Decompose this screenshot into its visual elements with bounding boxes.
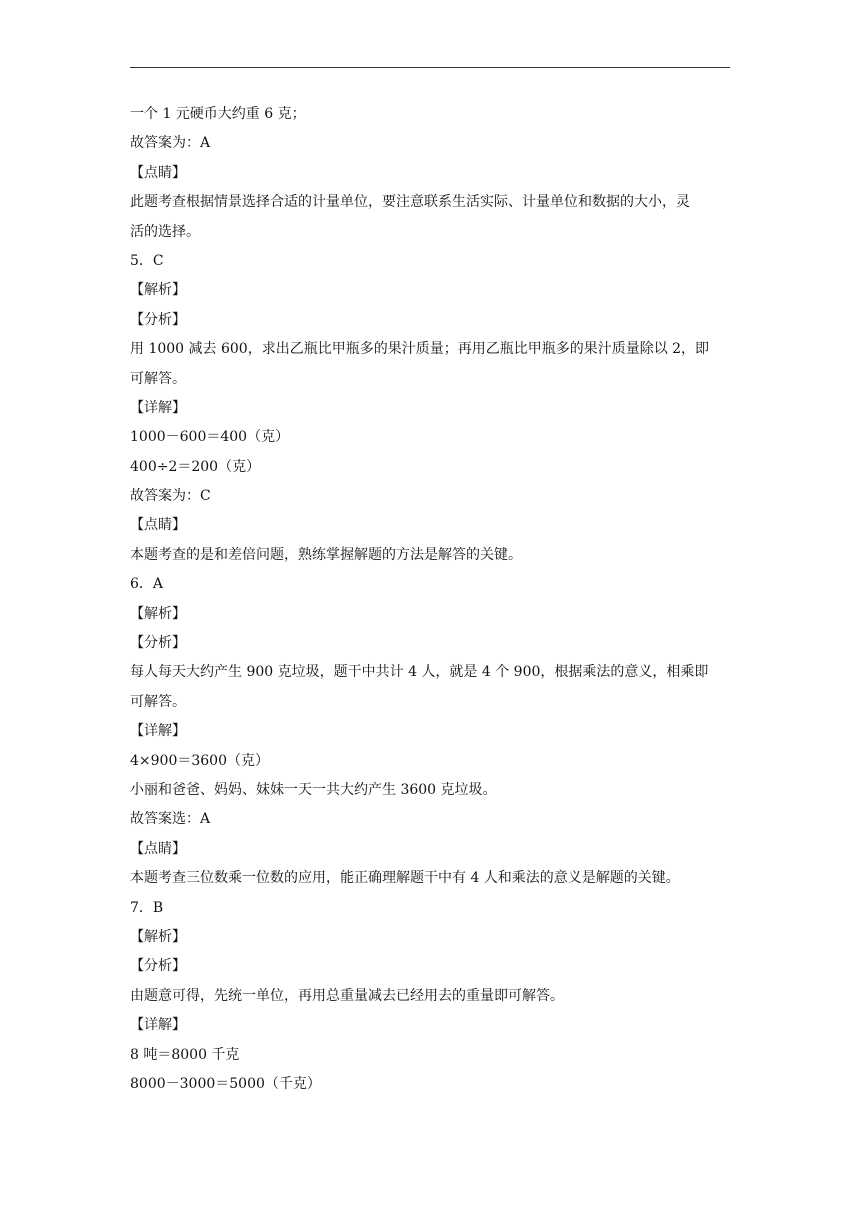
section-heading: 【详解】 bbox=[130, 723, 186, 740]
text-line: 本题考查的是和差倍问题，熟练掌握解题的方法是解答的关键。 bbox=[130, 546, 522, 563]
section-heading: 【详解】 bbox=[130, 399, 186, 416]
equation-line: 8 吨＝8000 千克 bbox=[130, 1046, 240, 1063]
equation-line: 1000－600＝400（克） bbox=[130, 429, 290, 446]
text-line: 活的选择。 bbox=[130, 223, 200, 240]
text-line: 用 1000 减去 600，求出乙瓶比甲瓶多的果汁质量；再用乙瓶比甲瓶多的果汁质量除以 2，即 bbox=[130, 341, 710, 358]
section-heading: 【解析】 bbox=[130, 605, 186, 622]
question-number: 6．A bbox=[130, 576, 164, 593]
text-line: 由题意可得，先统一单位，再用总重量减去已经用去的重量即可解答。 bbox=[130, 987, 564, 1004]
section-heading: 【解析】 bbox=[130, 282, 186, 299]
section-heading: 【点睛】 bbox=[130, 840, 186, 857]
answer-line: 故答案为：A bbox=[130, 135, 211, 152]
equation-line: 4×900＝3600（克） bbox=[130, 752, 269, 769]
text-line: 可解答。 bbox=[130, 370, 186, 387]
section-heading: 【分析】 bbox=[130, 635, 186, 652]
header-rule bbox=[130, 67, 730, 68]
section-heading: 【点睛】 bbox=[130, 517, 186, 534]
section-heading: 【详解】 bbox=[130, 1017, 186, 1034]
question-number: 5．C bbox=[130, 252, 164, 269]
section-heading: 【分析】 bbox=[130, 311, 186, 328]
question-number: 7．B bbox=[130, 899, 164, 916]
document-body bbox=[130, 100, 730, 1099]
section-heading: 【分析】 bbox=[130, 958, 186, 975]
answer-line: 故答案为：C bbox=[130, 488, 211, 505]
text-line: 本题考查三位数乘一位数的应用，能正确理解题干中有 4 人和乘法的意义是解题的关键。 bbox=[130, 870, 680, 887]
text-line: 一个 1 元硬币大约重 6 克； bbox=[130, 106, 306, 122]
equation-line: 400÷2＝200（克） bbox=[130, 458, 261, 475]
section-heading: 【解析】 bbox=[130, 928, 186, 945]
text-line: 可解答。 bbox=[130, 693, 186, 710]
text-line: 小丽和爸爸、妈妈、妹妹一天一共大约产生 3600 克垃圾。 bbox=[130, 781, 497, 798]
text-line: 此题考查根据情景选择合适的计量单位，要注意联系生活实际、计量单位和数据的大小，灵 bbox=[130, 194, 690, 211]
answer-line: 故答案选：A bbox=[130, 811, 211, 828]
equation-line: 8000－3000＝5000（千克） bbox=[130, 1075, 321, 1092]
section-heading: 【点睛】 bbox=[130, 164, 186, 181]
text-line: 每人每天大约产生 900 克垃圾，题干中共计 4 人，就是 4 个 900，根据乘法的意义，相乘即 bbox=[130, 664, 709, 681]
